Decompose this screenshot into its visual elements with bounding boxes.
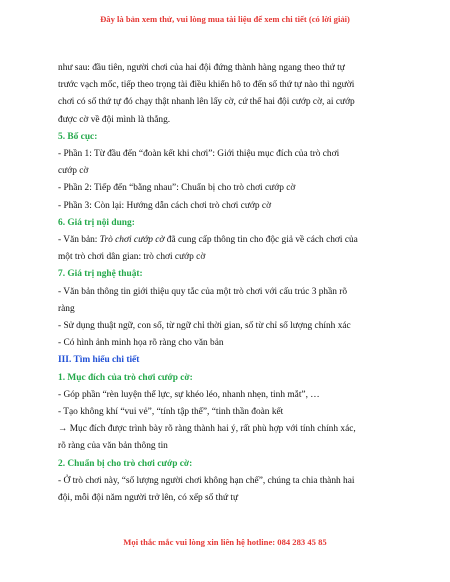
paragraph-line: - Góp phần “rèn luyện thể lực, sự khéo léo, nhanh nhẹn, tinh mắt”, … bbox=[58, 389, 320, 400]
paragraph-line: - Tạo không khí “vui vẻ”, “tính tập thể”, “tinh thần đoàn kết bbox=[58, 407, 284, 418]
section-heading-tim-hieu-chi-tiet: III. Tìm hiểu chi tiết bbox=[58, 355, 140, 366]
paragraph-line: - Phần 2: Tiếp đến “bằng nhau”: Chuẩn bị cho trò chơi cướp cờ bbox=[58, 183, 296, 194]
paragraph-line: - Phần 1: Từ đầu đến “đoàn kết khi chơi”: Giới thiệu mục đích của trò chơi bbox=[58, 149, 340, 160]
paragraph-line: → Mục đích được trình bày rõ ràng thành hai ý, rất phù hợp với tính chính xác, bbox=[58, 424, 356, 435]
paragraph-line: - Ở trò chơi này, “số lượng người chơi không hạn chế”, chúng ta chia thành hai bbox=[58, 475, 355, 486]
paragraph-line: như sau: đầu tiên, người chơi của hai đội đứng thành hàng ngang theo thứ tự bbox=[58, 63, 345, 73]
paragraph-line bbox=[58, 232, 403, 249]
paragraph-line: cướp cờ bbox=[58, 166, 89, 177]
subsection-heading-chuan-bi: 2. Chuẩn bị cho trò chơi cướp cờ: bbox=[58, 458, 193, 469]
paragraph-line: rõ ràng của văn bản thông tin bbox=[58, 441, 168, 452]
document-body bbox=[58, 60, 403, 507]
paragraph-line: ràng bbox=[58, 303, 75, 314]
italic-title: Trò chơi cướp cờ bbox=[99, 235, 165, 246]
subsection-heading-muc-dich: 1. Mục đích của trò chơi cướp cờ: bbox=[58, 372, 193, 383]
section-heading-gia-tri-nghe-thuat: 7. Giá trị nghệ thuật: bbox=[58, 269, 143, 280]
paragraph-line: chơi có số thứ tự đó chạy thật nhanh lên lấy cờ, cứ thế hai đội cướp cờ, ai cướp bbox=[58, 97, 355, 108]
hotline-footer: Mọi thắc mắc vui lòng xin liên hệ hotline: 084 283 45 85 bbox=[123, 537, 327, 547]
text-run: đã cung cấp thông tin cho độc giả về cách chơi của bbox=[164, 235, 358, 246]
paragraph-line: - Văn bản thông tin giới thiệu quy tắc của một trò chơi với cấu trúc 3 phần rõ bbox=[58, 286, 348, 297]
paragraph-line: trước vạch mốc, tiếp theo trọng tài điều khiển hô to đến số thứ tự nào thì người bbox=[58, 80, 355, 91]
section-heading-gia-tri-noi-dung: 6. Giá trị nội dung: bbox=[58, 217, 135, 228]
paragraph-line: - Sử dụng thuật ngữ, con số, từ ngữ chỉ thời gian, số từ chỉ số lượng chính xác bbox=[58, 321, 351, 332]
paragraph-line: được cờ về đội mình là thắng. bbox=[58, 114, 171, 125]
preview-notice: Đây là bản xem thử, vui lòng mua tài liệu để xem chi tiết (có lời giải) bbox=[100, 14, 350, 24]
section-heading-bo-cuc: 5. Bố cục: bbox=[58, 131, 98, 142]
paragraph-line: một trò chơi dân gian: trò chơi cướp cờ bbox=[58, 252, 206, 263]
text-run: - Văn bản: bbox=[58, 235, 100, 246]
paragraph-line: - Phần 3: Còn lại: Hướng dẫn cách chơi trò chơi cướp cờ bbox=[58, 200, 272, 211]
paragraph-line: đội, mỗi đội năm người trở lên, có xếp số thứ tự bbox=[58, 493, 239, 504]
paragraph-line: - Có hình ảnh minh họa rõ ràng cho văn bản bbox=[58, 338, 224, 349]
